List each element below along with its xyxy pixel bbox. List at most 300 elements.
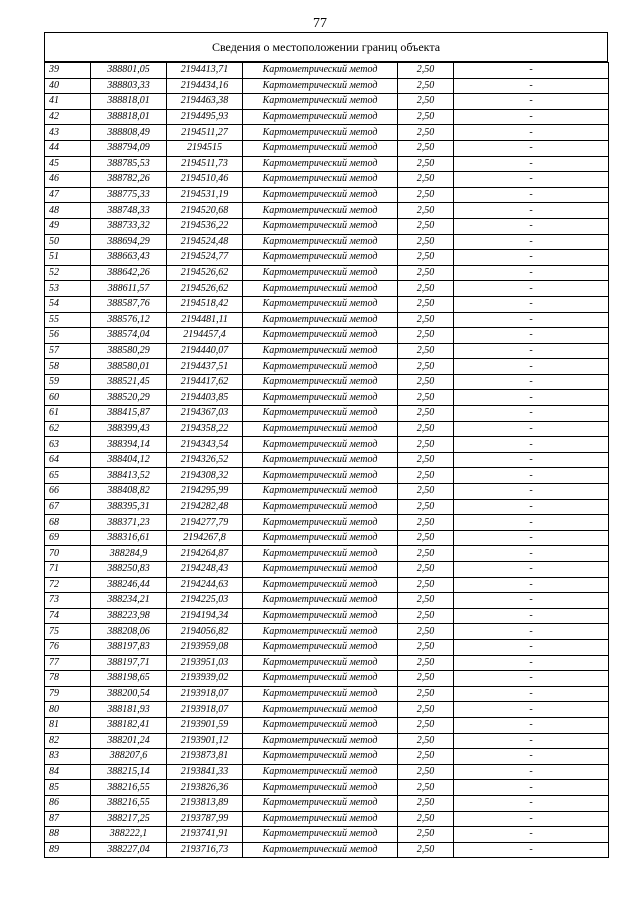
y-coordinate-cell: 2194403,85 [167,390,243,406]
accuracy-cell: 2,50 [398,655,454,671]
method-cell: Картометрический метод [243,234,398,250]
method-cell: Картометрический метод [243,530,398,546]
description-cell: - [454,374,609,390]
accuracy-cell: 2,50 [398,530,454,546]
y-coordinate-cell: 2194244,63 [167,577,243,593]
y-coordinate-cell: 2194282,48 [167,499,243,515]
table-row [45,172,609,188]
x-coordinate-cell: 388413,52 [91,468,167,484]
x-coordinate-cell: 388733,32 [91,218,167,234]
description-cell: - [454,94,609,110]
point-number-cell: 40 [45,78,91,94]
accuracy-cell: 2,50 [398,218,454,234]
accuracy-cell: 2,50 [398,172,454,188]
y-coordinate-cell: 2194440,07 [167,343,243,359]
method-cell: Картометрический метод [243,484,398,500]
method-cell: Картометрический метод [243,593,398,609]
table-row [45,842,609,858]
method-cell: Картометрический метод [243,608,398,624]
y-coordinate-cell: 2194277,79 [167,515,243,531]
x-coordinate-cell: 388371,23 [91,515,167,531]
accuracy-cell: 2,50 [398,671,454,687]
point-number-cell: 49 [45,218,91,234]
point-number-cell: 65 [45,468,91,484]
point-number-cell: 52 [45,265,91,281]
y-coordinate-cell: 2194267,8 [167,530,243,546]
table-row [45,749,609,765]
point-number-cell: 63 [45,437,91,453]
accuracy-cell: 2,50 [398,827,454,843]
method-cell: Картометрический метод [243,265,398,281]
method-cell: Картометрический метод [243,359,398,375]
y-coordinate-cell: 2194413,71 [167,63,243,79]
point-number-cell: 87 [45,811,91,827]
x-coordinate-cell: 388576,12 [91,312,167,328]
x-coordinate-cell: 388408,82 [91,484,167,500]
y-coordinate-cell: 2193918,07 [167,686,243,702]
description-cell: - [454,717,609,733]
accuracy-cell: 2,50 [398,593,454,609]
description-cell: - [454,624,609,640]
table-row [45,577,609,593]
x-coordinate-cell: 388284,9 [91,546,167,562]
accuracy-cell: 2,50 [398,562,454,578]
x-coordinate-cell: 388782,26 [91,172,167,188]
x-coordinate-cell: 388818,01 [91,94,167,110]
point-number-cell: 48 [45,203,91,219]
x-coordinate-cell: 388803,33 [91,78,167,94]
x-coordinate-cell: 388404,12 [91,452,167,468]
table-row [45,827,609,843]
method-cell: Картометрический метод [243,374,398,390]
y-coordinate-cell: 2194495,93 [167,109,243,125]
description-cell: - [454,827,609,843]
accuracy-cell: 2,50 [398,452,454,468]
description-cell: - [454,811,609,827]
x-coordinate-cell: 388748,33 [91,203,167,219]
point-number-cell: 73 [45,593,91,609]
description-cell: - [454,686,609,702]
table-row [45,655,609,671]
x-coordinate-cell: 388818,01 [91,109,167,125]
description-cell: - [454,577,609,593]
method-cell: Картометрический метод [243,562,398,578]
description-cell: - [454,234,609,250]
point-number-cell: 83 [45,749,91,765]
point-number-cell: 71 [45,562,91,578]
y-coordinate-cell: 2194526,62 [167,281,243,297]
x-coordinate-cell: 388250,83 [91,562,167,578]
table-row [45,468,609,484]
x-coordinate-cell: 388794,09 [91,140,167,156]
point-number-cell: 78 [45,671,91,687]
y-coordinate-cell: 2194481,11 [167,312,243,328]
y-coordinate-cell: 2194295,99 [167,484,243,500]
method-cell: Картометрический метод [243,109,398,125]
point-number-cell: 62 [45,421,91,437]
method-cell: Картометрический метод [243,686,398,702]
boundary-points-table [44,62,609,858]
description-cell: - [454,250,609,266]
y-coordinate-cell: 2194511,27 [167,125,243,141]
method-cell: Картометрический метод [243,452,398,468]
accuracy-cell: 2,50 [398,484,454,500]
y-coordinate-cell: 2193951,03 [167,655,243,671]
point-number-cell: 88 [45,827,91,843]
table-row [45,546,609,562]
description-cell: - [454,281,609,297]
point-number-cell: 89 [45,842,91,858]
y-coordinate-cell: 2193939,02 [167,671,243,687]
accuracy-cell: 2,50 [398,203,454,219]
y-coordinate-cell: 2194511,73 [167,156,243,172]
table-body [45,63,609,858]
accuracy-cell: 2,50 [398,702,454,718]
method-cell: Картометрический метод [243,515,398,531]
accuracy-cell: 2,50 [398,109,454,125]
y-coordinate-cell: 2194056,82 [167,624,243,640]
method-cell: Картометрический метод [243,203,398,219]
method-cell: Картометрический метод [243,281,398,297]
accuracy-cell: 2,50 [398,624,454,640]
x-coordinate-cell: 388197,83 [91,639,167,655]
description-cell: - [454,780,609,796]
accuracy-cell: 2,50 [398,140,454,156]
y-coordinate-cell: 2194515 [167,140,243,156]
point-number-cell: 70 [45,546,91,562]
accuracy-cell: 2,50 [398,78,454,94]
y-coordinate-cell: 2193841,33 [167,764,243,780]
accuracy-cell: 2,50 [398,686,454,702]
point-number-cell: 57 [45,343,91,359]
point-number-cell: 76 [45,639,91,655]
table-row [45,780,609,796]
table-row [45,608,609,624]
table-row [45,265,609,281]
y-coordinate-cell: 2193918,07 [167,702,243,718]
description-cell: - [454,78,609,94]
accuracy-cell: 2,50 [398,234,454,250]
accuracy-cell: 2,50 [398,780,454,796]
description-cell: - [454,764,609,780]
table-row [45,78,609,94]
table-row [45,218,609,234]
method-cell: Картометрический метод [243,671,398,687]
y-coordinate-cell: 2194417,62 [167,374,243,390]
method-cell: Картометрический метод [243,811,398,827]
y-coordinate-cell: 2194264,87 [167,546,243,562]
method-cell: Картометрический метод [243,842,398,858]
accuracy-cell: 2,50 [398,764,454,780]
table-row [45,109,609,125]
description-cell: - [454,484,609,500]
y-coordinate-cell: 2194248,43 [167,562,243,578]
description-cell: - [454,140,609,156]
point-number-cell: 46 [45,172,91,188]
method-cell: Картометрический метод [243,577,398,593]
description-cell: - [454,406,609,422]
point-number-cell: 45 [45,156,91,172]
description-cell: - [454,593,609,609]
table-row [45,452,609,468]
table-row [45,140,609,156]
x-coordinate-cell: 388200,54 [91,686,167,702]
point-number-cell: 79 [45,686,91,702]
description-cell: - [454,452,609,468]
description-cell: - [454,437,609,453]
description-cell: - [454,655,609,671]
method-cell: Картометрический метод [243,125,398,141]
description-cell: - [454,608,609,624]
description-cell: - [454,109,609,125]
table-row [45,624,609,640]
table-row [45,811,609,827]
description-cell: - [454,218,609,234]
method-cell: Картометрический метод [243,94,398,110]
y-coordinate-cell: 2194524,77 [167,250,243,266]
accuracy-cell: 2,50 [398,250,454,266]
x-coordinate-cell: 388395,31 [91,499,167,515]
point-number-cell: 56 [45,328,91,344]
method-cell: Картометрический метод [243,437,398,453]
x-coordinate-cell: 388574,04 [91,328,167,344]
x-coordinate-cell: 388415,87 [91,406,167,422]
point-number-cell: 59 [45,374,91,390]
table-row [45,421,609,437]
x-coordinate-cell: 388223,98 [91,608,167,624]
description-cell: - [454,795,609,811]
point-number-cell: 77 [45,655,91,671]
x-coordinate-cell: 388227,04 [91,842,167,858]
method-cell: Картометрический метод [243,218,398,234]
x-coordinate-cell: 388611,57 [91,281,167,297]
table-row [45,562,609,578]
method-cell: Картометрический метод [243,390,398,406]
y-coordinate-cell: 2193716,73 [167,842,243,858]
point-number-cell: 66 [45,484,91,500]
method-cell: Картометрический метод [243,250,398,266]
x-coordinate-cell: 388316,61 [91,530,167,546]
accuracy-cell: 2,50 [398,156,454,172]
method-cell: Картометрический метод [243,764,398,780]
x-coordinate-cell: 388208,06 [91,624,167,640]
method-cell: Картометрический метод [243,780,398,796]
y-coordinate-cell: 2193901,59 [167,717,243,733]
x-coordinate-cell: 388201,24 [91,733,167,749]
description-cell: - [454,671,609,687]
table-row [45,795,609,811]
table-row [45,717,609,733]
accuracy-cell: 2,50 [398,187,454,203]
accuracy-cell: 2,50 [398,281,454,297]
y-coordinate-cell: 2194225,03 [167,593,243,609]
accuracy-cell: 2,50 [398,374,454,390]
table-row [45,437,609,453]
table-row [45,203,609,219]
point-number-cell: 68 [45,515,91,531]
method-cell: Картометрический метод [243,406,398,422]
y-coordinate-cell: 2193813,89 [167,795,243,811]
point-number-cell: 69 [45,530,91,546]
method-cell: Картометрический метод [243,733,398,749]
y-coordinate-cell: 2193959,08 [167,639,243,655]
method-cell: Картометрический метод [243,156,398,172]
table-row [45,639,609,655]
point-number-cell: 64 [45,452,91,468]
method-cell: Картометрический метод [243,468,398,484]
point-number-cell: 51 [45,250,91,266]
method-cell: Картометрический метод [243,702,398,718]
y-coordinate-cell: 2194510,46 [167,172,243,188]
point-number-cell: 72 [45,577,91,593]
x-coordinate-cell: 388216,55 [91,780,167,796]
boundary-table-sheet [44,32,608,858]
table-row [45,94,609,110]
method-cell: Картометрический метод [243,78,398,94]
description-cell: - [454,842,609,858]
accuracy-cell: 2,50 [398,94,454,110]
accuracy-cell: 2,50 [398,733,454,749]
method-cell: Картометрический метод [243,296,398,312]
x-coordinate-cell: 388246,44 [91,577,167,593]
accuracy-cell: 2,50 [398,717,454,733]
point-number-cell: 54 [45,296,91,312]
description-cell: - [454,421,609,437]
description-cell: - [454,639,609,655]
accuracy-cell: 2,50 [398,421,454,437]
x-coordinate-cell: 388520,29 [91,390,167,406]
y-coordinate-cell: 2194463,38 [167,94,243,110]
x-coordinate-cell: 388587,76 [91,296,167,312]
y-coordinate-cell: 2194434,16 [167,78,243,94]
description-cell: - [454,390,609,406]
x-coordinate-cell: 388663,43 [91,250,167,266]
x-coordinate-cell: 388197,71 [91,655,167,671]
accuracy-cell: 2,50 [398,515,454,531]
point-number-cell: 85 [45,780,91,796]
x-coordinate-cell: 388198,65 [91,671,167,687]
description-cell: - [454,63,609,79]
x-coordinate-cell: 388580,29 [91,343,167,359]
method-cell: Картометрический метод [243,639,398,655]
y-coordinate-cell: 2193901,12 [167,733,243,749]
description-cell: - [454,515,609,531]
y-coordinate-cell: 2194531,19 [167,187,243,203]
x-coordinate-cell: 388775,33 [91,187,167,203]
point-number-cell: 47 [45,187,91,203]
y-coordinate-cell: 2194437,51 [167,359,243,375]
accuracy-cell: 2,50 [398,343,454,359]
table-row [45,281,609,297]
table-row [45,359,609,375]
description-cell: - [454,312,609,328]
description-cell: - [454,562,609,578]
point-number-cell: 44 [45,140,91,156]
y-coordinate-cell: 2194326,52 [167,452,243,468]
accuracy-cell: 2,50 [398,795,454,811]
method-cell: Картометрический метод [243,328,398,344]
x-coordinate-cell: 388182,41 [91,717,167,733]
description-cell: - [454,328,609,344]
table-row [45,733,609,749]
x-coordinate-cell: 388642,26 [91,265,167,281]
description-cell: - [454,172,609,188]
method-cell: Картометрический метод [243,312,398,328]
y-coordinate-cell: 2194308,32 [167,468,243,484]
method-cell: Картометрический метод [243,546,398,562]
x-coordinate-cell: 388222,1 [91,827,167,843]
description-cell: - [454,265,609,281]
y-coordinate-cell: 2194367,03 [167,406,243,422]
accuracy-cell: 2,50 [398,749,454,765]
method-cell: Картометрический метод [243,343,398,359]
x-coordinate-cell: 388580,01 [91,359,167,375]
method-cell: Картометрический метод [243,499,398,515]
description-cell: - [454,125,609,141]
x-coordinate-cell: 388207,6 [91,749,167,765]
point-number-cell: 82 [45,733,91,749]
table-row [45,671,609,687]
table-row [45,312,609,328]
point-number-cell: 58 [45,359,91,375]
table-row [45,499,609,515]
description-cell: - [454,749,609,765]
y-coordinate-cell: 2193787,99 [167,811,243,827]
accuracy-cell: 2,50 [398,577,454,593]
accuracy-cell: 2,50 [398,546,454,562]
description-cell: - [454,530,609,546]
accuracy-cell: 2,50 [398,312,454,328]
method-cell: Картометрический метод [243,717,398,733]
y-coordinate-cell: 2194358,22 [167,421,243,437]
method-cell: Картометрический метод [243,655,398,671]
point-number-cell: 74 [45,608,91,624]
accuracy-cell: 2,50 [398,468,454,484]
description-cell: - [454,499,609,515]
table-row [45,515,609,531]
point-number-cell: 50 [45,234,91,250]
table-title: Сведения о местоположении границ объекта [44,32,608,62]
table-row [45,156,609,172]
table-row [45,530,609,546]
table-row [45,234,609,250]
x-coordinate-cell: 388521,45 [91,374,167,390]
y-coordinate-cell: 2194524,48 [167,234,243,250]
method-cell: Картометрический метод [243,827,398,843]
y-coordinate-cell: 2194520,68 [167,203,243,219]
description-cell: - [454,546,609,562]
accuracy-cell: 2,50 [398,328,454,344]
x-coordinate-cell: 388399,43 [91,421,167,437]
point-number-cell: 55 [45,312,91,328]
description-cell: - [454,156,609,172]
description-cell: - [454,702,609,718]
table-row [45,374,609,390]
table-row [45,63,609,79]
x-coordinate-cell: 388394,14 [91,437,167,453]
description-cell: - [454,733,609,749]
x-coordinate-cell: 388217,25 [91,811,167,827]
description-cell: - [454,296,609,312]
method-cell: Картометрический метод [243,795,398,811]
x-coordinate-cell: 388694,29 [91,234,167,250]
table-row [45,406,609,422]
table-row [45,296,609,312]
y-coordinate-cell: 2194343,54 [167,437,243,453]
accuracy-cell: 2,50 [398,842,454,858]
point-number-cell: 43 [45,125,91,141]
y-coordinate-cell: 2193741,91 [167,827,243,843]
